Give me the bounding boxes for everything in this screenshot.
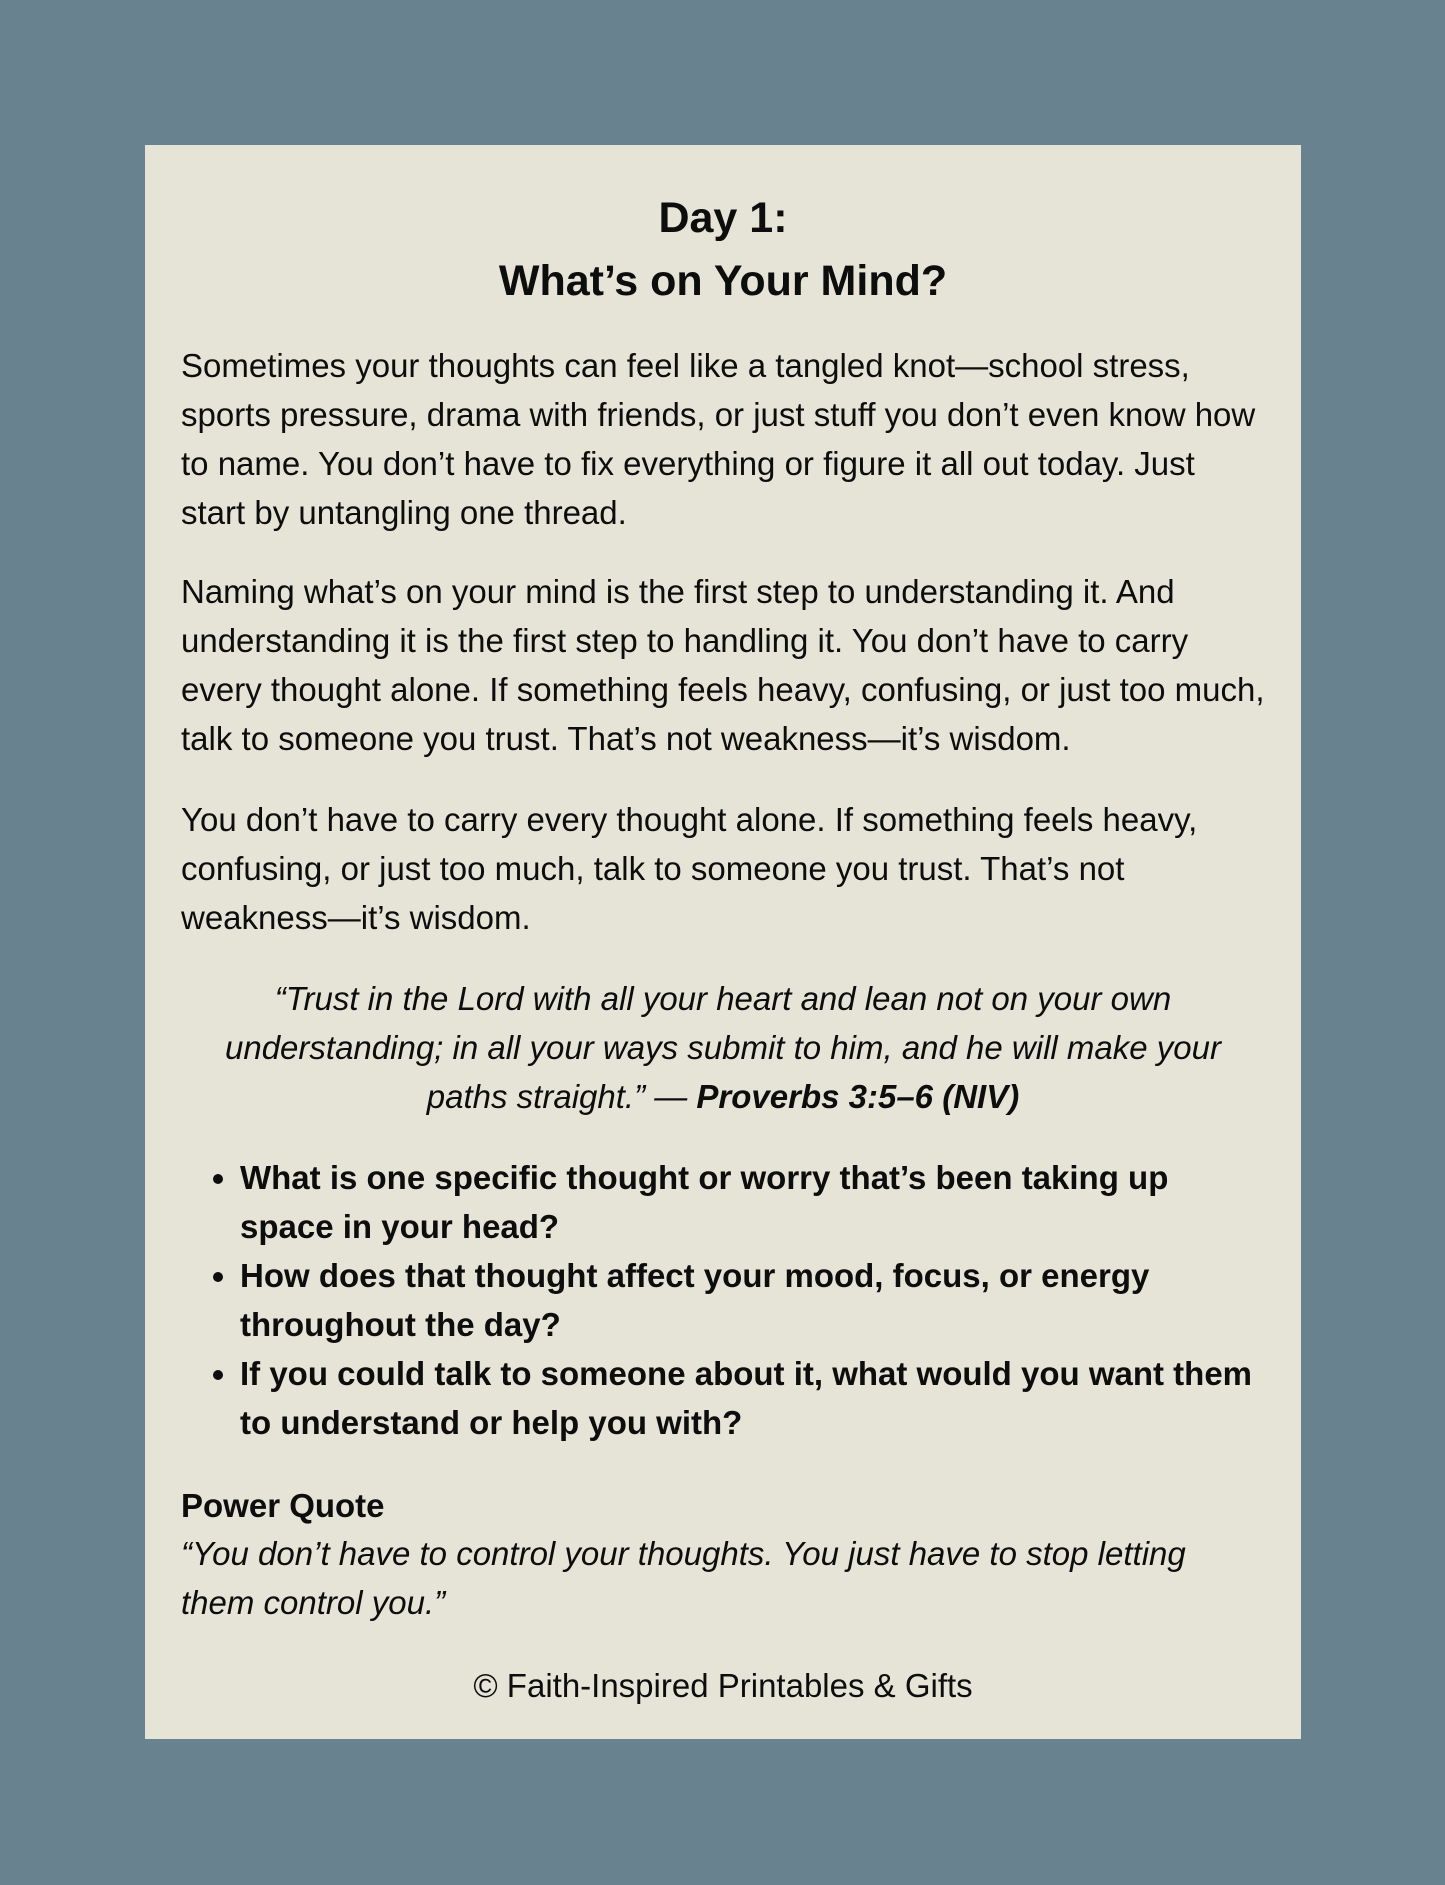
title-day: Day 1:	[658, 194, 788, 242]
scripture-text: “Trust in the Lord with all your heart and lean not on your own understanding; in all your ways submit to him, and he will make your paths straight.” —	[225, 980, 1221, 1115]
list-item: • What is one specific thought or worry that’s been taking up space in your head?	[240, 1153, 1265, 1251]
list-item: • If you could talk to someone about it, what would you want them to understand or help you with?	[240, 1349, 1265, 1447]
title-topic: What’s on Your Mind?	[498, 257, 948, 305]
page-title	[181, 187, 1265, 313]
power-quote-label: Power Quote	[181, 1487, 385, 1524]
scripture-reference: Proverbs 3:5–6 (NIV)	[696, 1078, 1020, 1115]
power-quote-text: “You don’t have to control your thoughts. You just have to stop letting them control you.”	[181, 1535, 1186, 1621]
copyright-footer: © Faith-Inspired Printables & Gifts	[473, 1667, 973, 1704]
intro-paragraph-2: Naming what’s on your mind is the first step to understanding it. And understanding it is the first step to handling it. You don’t have to carry every thought alone. If something feels heavy, confusing, or just too much, talk to someone you trust. That’s not weakness—it’s wisdom.	[181, 573, 1265, 757]
intro-paragraph-1: Sometimes your thoughts can feel like a tangled knot—school stress, sports pressure, drama with friends, or just stuff you don’t even know how to name. You don’t have to fix everything or figure it all out today. Just start by untangling one thread.	[181, 347, 1256, 531]
list-item: • How does that thought affect your mood, focus, or energy throughout the day?	[240, 1251, 1265, 1349]
reflection-questions	[181, 1153, 1265, 1447]
scripture-quote	[201, 974, 1245, 1121]
devotional-card	[145, 145, 1301, 1739]
intro-paragraph-3: You don’t have to carry every thought alone. If something feels heavy, confusing, or just too much, talk to someone you trust. That’s not weakness—it’s wisdom.	[181, 801, 1198, 936]
